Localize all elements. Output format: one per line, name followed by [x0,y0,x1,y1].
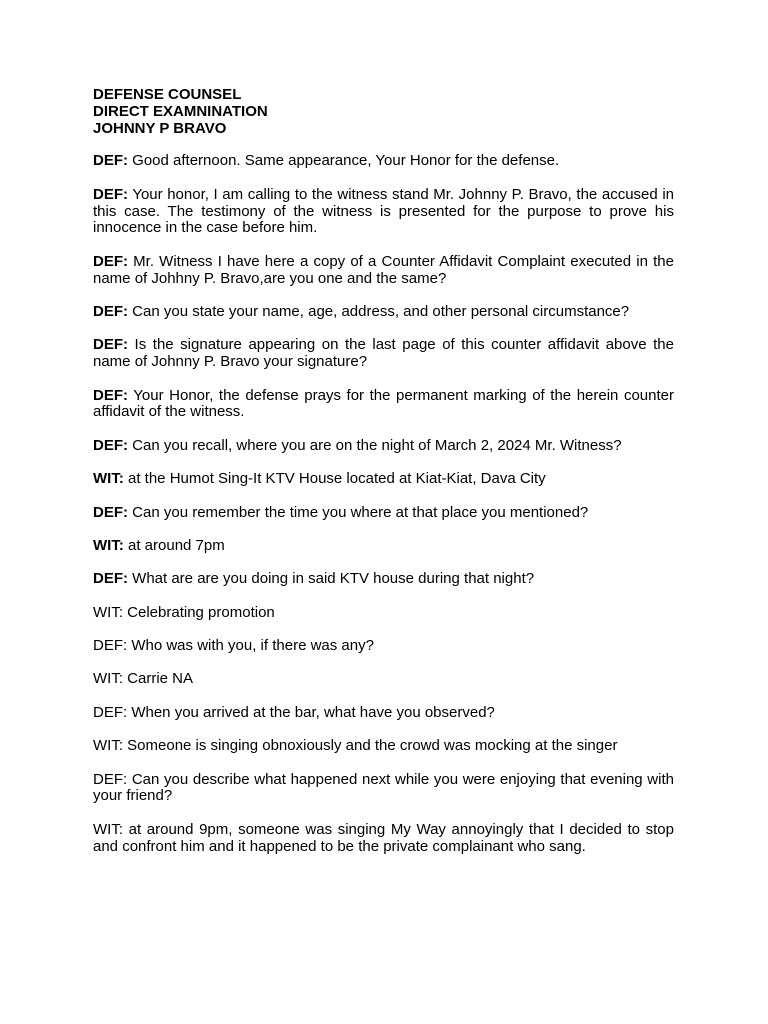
entry-text: Celebrating promotion [123,603,275,621]
speaker-label: DEF: [93,436,128,454]
transcript-entry [93,605,674,622]
transcript-entry [93,705,674,722]
speaker-label: WIT: [93,470,124,488]
transcript-entry [93,388,674,422]
transcript-entry [93,153,674,170]
entry-text: at around 7pm [123,536,225,554]
transcript-entry [93,571,674,588]
speaker-label: WIT: [93,603,123,621]
entry-text: Carrie NA [123,670,194,688]
entry-text: What are are you doing in said KTV house during that night? [128,570,535,588]
entry-text: at around 9pm, someone was singing My Way annoyingly that I decided to stop and confront him and it happened to be the private complainant who sang. [93,820,674,855]
heading-line-examination: DIRECT EXAMNINATION [93,102,268,120]
transcript-entry [93,671,674,688]
entry-text: Can you state your name, age, address, and other personal circumstance? [128,302,630,320]
transcript-entry [93,822,674,856]
heading-line-counsel: DEFENSE COUNSEL [93,86,242,103]
transcript-entry [93,254,674,288]
document-heading [93,87,674,137]
heading-line-witness-name: JOHNNY P BRAVO [93,119,227,137]
entry-text: Can you recall, where you are on the night of March 2, 2024 Mr. Witness? [128,436,622,454]
entry-text: Who was with you, if there was any? [127,637,374,655]
transcript-entry [93,337,674,371]
speaker-label: DEF: [93,570,128,588]
speaker-label: DEF: [93,703,128,721]
speaker-label: WIT: [93,737,123,755]
transcript-entry [93,538,674,555]
speaker-label: WIT: [93,536,124,554]
transcript-entry [93,738,674,755]
transcript-entry [93,438,674,455]
entry-text: Someone is singing obnoxiously and the crowd was mocking at the singer [123,737,618,755]
transcript-entry [93,505,674,522]
speaker-label: DEF: [93,386,128,404]
speaker-label: DEF: [93,152,128,170]
speaker-label: WIT: [93,670,123,688]
entry-text: When you arrived at the bar, what have you observed? [127,703,495,721]
transcript-entry [93,304,674,321]
entry-text: at the Humot Sing-It KTV House located at Kiat-Kiat, Dava City [123,470,546,488]
entry-text: Your Honor, the defense prays for the permanent marking of the herein counter affidavit of the witness. [93,386,674,421]
entry-text: Mr. Witness I have here a copy of a Counter Affidavit Complaint executed in the name of Johhny P. Bravo,are you one and the same? [93,252,674,287]
transcript-entry [93,471,674,488]
entry-text: Can you remember the time you where at that place you mentioned? [128,503,589,521]
transcript-entry [93,772,674,806]
speaker-label: DEF: [93,302,128,320]
speaker-label: WIT: [93,820,123,838]
transcript-entry [93,187,674,237]
speaker-label: DEF: [93,185,128,203]
speaker-label: DEF: [93,503,128,521]
transcript-entry [93,638,674,655]
speaker-label: DEF: [93,770,128,788]
entry-text: Is the signature appearing on the last page of this counter affidavit above the name of Johnny P. Bravo your signature? [93,336,674,371]
speaker-label: DEF: [93,637,128,655]
entry-text: Your honor, I am calling to the witness stand Mr. Johnny P. Bravo, the accused in this case. The testimony of the witness is presented for the purpose to prove his innocence in the case before him. [93,185,674,237]
speaker-label: DEF: [93,336,128,354]
entry-text: Can you describe what happened next while you were enjoying that evening with your friend? [93,770,674,805]
speaker-label: DEF: [93,252,128,270]
document-page [93,87,674,872]
entry-text: Good afternoon. Same appearance, Your Honor for the defense. [128,152,560,170]
